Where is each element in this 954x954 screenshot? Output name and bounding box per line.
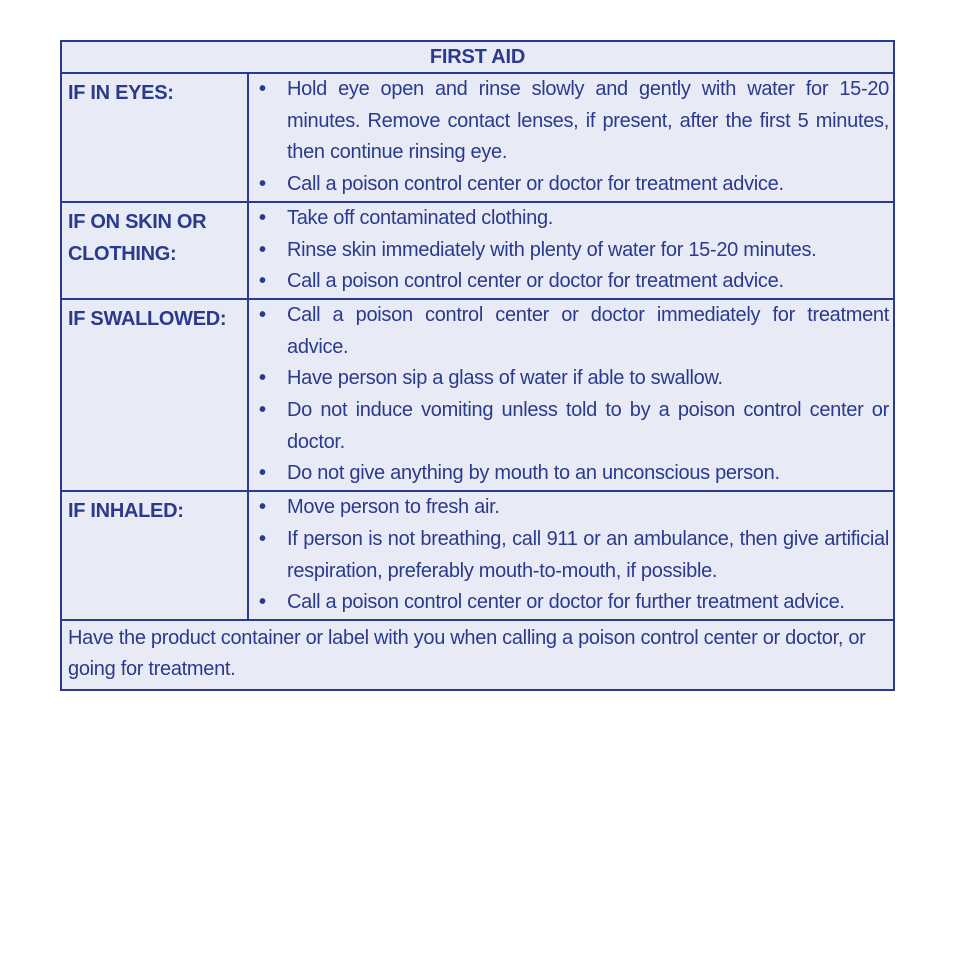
instruction-list-skin bbox=[249, 203, 893, 298]
instruction-text: Call a poison control center or doctor for treatment advice. bbox=[287, 270, 784, 293]
section-label-inhaled bbox=[62, 492, 249, 619]
instruction-item bbox=[249, 203, 893, 235]
instruction-item bbox=[249, 587, 893, 619]
instruction-item bbox=[249, 395, 893, 458]
instruction-item bbox=[249, 169, 893, 201]
instruction-text: Do not give anything by mouth to an unconscious person. bbox=[287, 462, 780, 485]
section-label-swallowed bbox=[62, 300, 249, 490]
bullet-icon: • bbox=[259, 78, 266, 100]
sections-table bbox=[62, 74, 893, 619]
section-label-line: IF IN EYES: bbox=[68, 82, 174, 104]
instruction-list-inhaled bbox=[249, 492, 893, 619]
bullet-icon: • bbox=[259, 399, 266, 422]
section-label-line: CLOTHING: bbox=[68, 242, 177, 265]
instruction-item bbox=[249, 266, 893, 298]
instruction-item bbox=[249, 235, 893, 267]
bullet-icon: • bbox=[259, 206, 266, 229]
instruction-text: Have person sip a glass of water if able to swallow. bbox=[287, 367, 723, 390]
section-label-line: IF ON SKIN OR bbox=[68, 210, 207, 233]
bullet-icon: • bbox=[259, 591, 266, 614]
bullet-icon: • bbox=[259, 173, 266, 196]
section-label-line: IF SWALLOWED: bbox=[68, 307, 227, 330]
section-row-skin bbox=[62, 201, 893, 298]
instruction-item bbox=[249, 74, 893, 169]
section-label-skin bbox=[62, 203, 249, 298]
instruction-text: Call a poison control center or doctor for treatment advice. bbox=[287, 173, 784, 196]
bullet-icon: • bbox=[259, 270, 266, 293]
instruction-text: Call a poison control center or doctor immediately for treatment advice. bbox=[287, 303, 889, 358]
instruction-text: Do not induce vomiting unless told to by a poison control center or doctor. bbox=[287, 399, 889, 453]
instruction-item bbox=[249, 524, 893, 587]
first-aid-panel bbox=[60, 40, 895, 691]
instruction-text: Move person to fresh air. bbox=[287, 496, 500, 519]
section-row-swallowed bbox=[62, 298, 893, 490]
section-row-eyes bbox=[62, 74, 893, 201]
bullet-icon: • bbox=[259, 462, 266, 485]
section-label-line: IF INHALED: bbox=[68, 500, 184, 523]
section-label-eyes bbox=[62, 74, 249, 201]
bullet-icon: • bbox=[259, 527, 266, 550]
instruction-item bbox=[249, 300, 893, 363]
instruction-text: Take off contaminated clothing. bbox=[287, 206, 554, 229]
instruction-text: Rinse skin immediately with plenty of water for 15-20 minutes. bbox=[287, 238, 817, 261]
instruction-list-eyes bbox=[249, 74, 893, 201]
instruction-text: If person is not breathing, call 911 or an ambulance, then give artificial respiration, preferably mouth-to-mouth, if possible. bbox=[287, 527, 889, 582]
footer-note: Have the product container or label with you when calling a poison control center or doctor, or going for treatment. bbox=[62, 619, 893, 689]
instruction-text: Hold eye open and rinse slowly and gently with water for 15-20 minutes. Remove contact lenses, if present, after the first 5 minutes, then continue rinsing eye. bbox=[287, 78, 889, 164]
bullet-icon: • bbox=[259, 303, 266, 326]
bullet-icon: • bbox=[259, 367, 266, 390]
instruction-list-swallowed bbox=[249, 300, 893, 490]
panel-title: FIRST AID bbox=[62, 42, 893, 74]
instruction-item bbox=[249, 363, 893, 395]
instruction-text: Call a poison control center or doctor for further treatment advice. bbox=[287, 591, 845, 614]
instruction-item bbox=[249, 492, 893, 524]
bullet-icon: • bbox=[259, 496, 266, 519]
section-row-inhaled bbox=[62, 490, 893, 619]
instruction-item bbox=[249, 458, 893, 490]
bullet-icon: • bbox=[259, 238, 266, 261]
